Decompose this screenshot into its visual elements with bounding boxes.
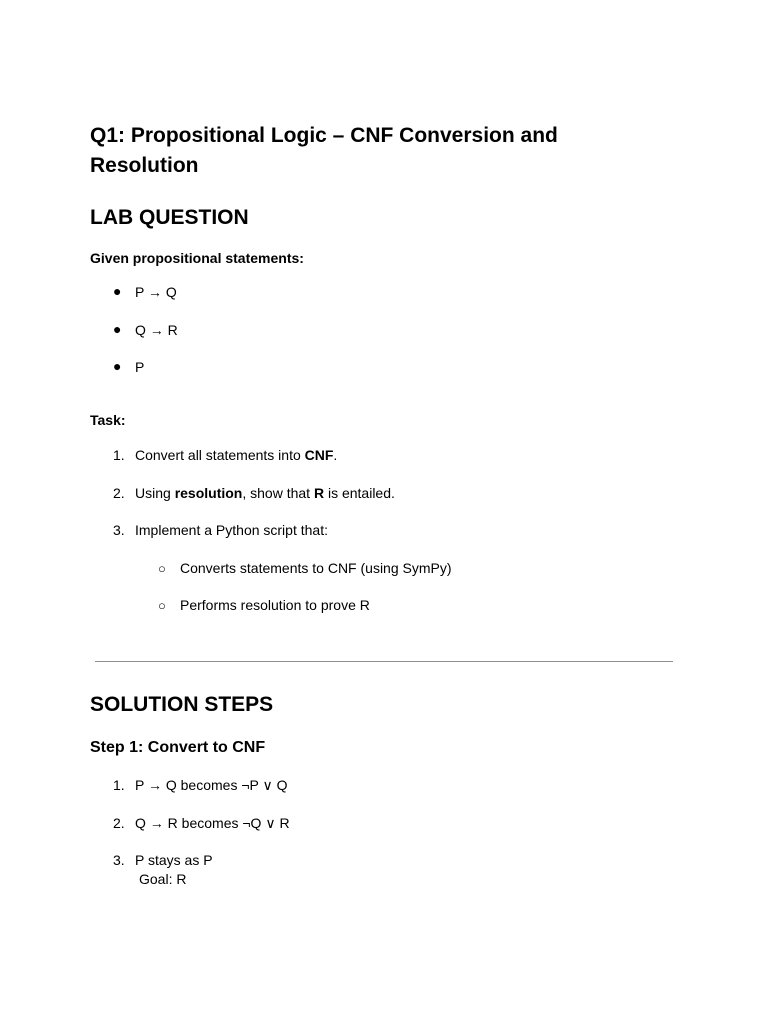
task-text: . xyxy=(333,447,338,463)
hollow-bullet-icon: ○ xyxy=(158,598,166,613)
cnf-step-item: Q → R becomes ¬Q ∨ R xyxy=(135,815,290,831)
task-text: Using xyxy=(135,485,175,501)
task-label: Task: xyxy=(90,412,126,428)
list-number: 3. xyxy=(113,522,125,538)
task-text: Convert all statements into xyxy=(135,447,305,463)
cnf-step-item: P → Q becomes ¬P ∨ Q xyxy=(135,777,288,793)
lab-question-heading: LAB QUESTION xyxy=(90,206,249,229)
step1-heading: Step 1: Convert to CNF xyxy=(90,739,266,756)
bullet-icon: ● xyxy=(113,321,122,337)
bullet-icon: ● xyxy=(113,283,122,299)
task-bold-term: R xyxy=(313,485,325,501)
subtask-item: Converts statements to CNF (using SymPy) xyxy=(180,560,452,576)
task-item-1 xyxy=(135,447,337,464)
task-bold-term: CNF xyxy=(304,447,334,463)
task-text: is entailed. xyxy=(324,485,395,501)
page-title-text: Q1: Propositional Logic – CNF Conversion and Resolution xyxy=(90,124,558,177)
list-number: 3. xyxy=(113,852,125,868)
list-number: 1. xyxy=(113,777,125,793)
bullet-icon: ● xyxy=(113,358,122,374)
task-item-2 xyxy=(135,485,395,502)
goal-text: Goal: R xyxy=(139,871,187,887)
page-title xyxy=(90,121,610,181)
task-text: , show that xyxy=(242,485,314,501)
solution-steps-heading: SOLUTION STEPS xyxy=(90,693,274,716)
task-item-3: Implement a Python script that: xyxy=(135,522,328,538)
statement-item: P xyxy=(135,359,145,375)
statement-item: P → Q xyxy=(135,284,177,300)
hollow-bullet-icon: ○ xyxy=(158,561,166,576)
subtask-item: Performs resolution to prove R xyxy=(180,597,370,613)
cnf-step-item: P stays as P xyxy=(135,852,213,868)
list-number: 2. xyxy=(113,485,125,501)
task-bold-term: resolution xyxy=(174,485,243,501)
horizontal-divider xyxy=(95,661,673,662)
list-number: 2. xyxy=(113,815,125,831)
statement-item: Q → R xyxy=(135,322,178,338)
list-number: 1. xyxy=(113,447,125,463)
given-statements-label: Given propositional statements: xyxy=(90,250,304,266)
